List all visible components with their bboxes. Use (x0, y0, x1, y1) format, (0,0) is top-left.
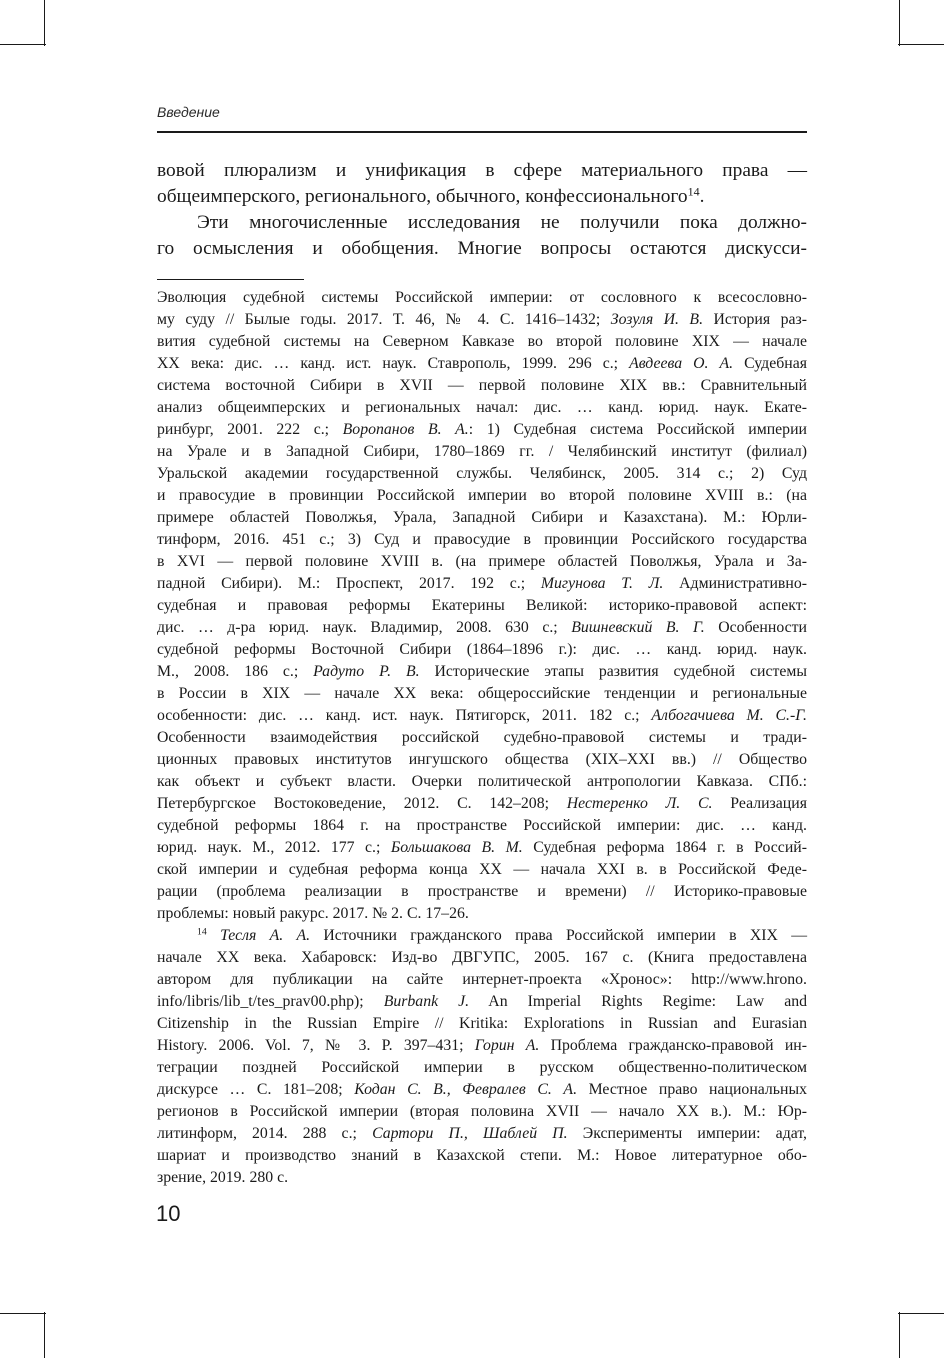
author-name: Сартори П., Шаблей П. (372, 1125, 568, 1142)
footnote-line: автором для публикации на сайте интернет-проекта «Хронос»: http://www.hrono. (157, 971, 807, 988)
footnote-text: : 1) Судебная система Российской империи (468, 421, 807, 438)
footnote-number: 14 (197, 926, 207, 938)
author-name: Горин А. (474, 1037, 540, 1054)
footnote-line: как объект и субъект власти. Очерки политической антропологии Кавказа. СПб.: (157, 773, 807, 790)
footnote-text: Судебная (733, 355, 807, 372)
crop-mark (0, 1313, 46, 1314)
running-head: Введение (157, 104, 220, 120)
body-line: го осмысления и обобщения. Многие вопросы остаются дискусси- (157, 238, 807, 259)
footnote-text: Реализация (712, 795, 807, 812)
footnote-line: Особенности взаимодействия российской судебно-правовой системы и тради- (157, 729, 807, 746)
footnote-line (157, 1123, 807, 1145)
footnote-line: судебной реформы Восточной Сибири (1864–1896 г.): дис. … канд. юрид. наук. (157, 641, 807, 658)
author-name: Кодан С. В., Февралев С. А. (354, 1081, 578, 1098)
footnote-line: начале XX века. Хабаровск: Изд-во ДВГУПС, 2005. 167 с. (Книга предоставлена (157, 949, 807, 966)
footnote-line: Эволюция судебной системы Российской империи: от сословного к всесословно- (157, 289, 807, 306)
footnote-text (207, 927, 220, 944)
footnote-line (157, 705, 807, 727)
footnote-line: ционных правовых институтов ингушского общества (XIX–XXI вв.) // Общество (157, 751, 807, 768)
footnote-line: тинформ, 2016. 451 с.; 3) Суд и правосудие в провинции Российского государства (157, 531, 807, 548)
footnote-line (157, 837, 807, 859)
body-text: общеимперского, регионального, обычного, конфессионального (157, 186, 688, 207)
footnote-line (157, 573, 807, 595)
footnote-line: в России в XIX — начале XX века: общероссийские тенденции и региональные (157, 685, 807, 702)
footnote-text: му суду // Былые годы. 2017. Т. 46, № 4. С. 1416–1432; (157, 311, 611, 328)
footnote-line: ской империи и судебная реформа конца XX — начала XXI в. в Российской Феде- (157, 861, 807, 878)
footnote-text: дискурсе … С. 181–208; (157, 1081, 355, 1098)
footnote-line: Уральской академии государственной службы. Челябинск, 2005. 314 с.; 2) Суд (157, 465, 807, 482)
footnote-text: ринбург, 2001. 222 с.; (157, 421, 343, 438)
author-name: Burbank J. (383, 993, 470, 1010)
footnote-line: примере областей Поволжья, Урала, Западной Сибири и Казахстана). М.: Юрли- (157, 509, 807, 526)
footnote-line: Citizenship in the Russian Empire // Kritika: Explorations in Russian and Eurasian (157, 1015, 807, 1032)
footnote-text: История раз- (703, 311, 807, 328)
crop-mark (899, 0, 900, 46)
footnote-text: Особенности (704, 619, 807, 636)
footnote-line: теграции поздней Российской империи в русском общественно-политическом (157, 1059, 807, 1076)
footnote-text: An Imperial Rights Regime: Law and (469, 993, 808, 1010)
footnote-line (157, 617, 807, 639)
footnote-line: вития судебной системы на Северном Кавказе во второй половине XIX — начале (157, 333, 807, 350)
footnote-line: в XVI — первой половине XVIII в. (на примере областей Поволжья, Урала и За- (157, 553, 807, 570)
footnote-text: особенности: дис. … канд. ист. наук. Пятигорск, 2011. 182 с.; (157, 707, 652, 724)
footnote-line (157, 419, 807, 441)
crop-mark (44, 0, 45, 46)
crop-mark (898, 1313, 944, 1314)
footnote-ref[interactable]: 14 (687, 184, 700, 199)
footnote-text: М., 2008. 186 с.; (157, 663, 314, 680)
author-name: Албогачиева М. С.-Г. (651, 707, 807, 724)
footnote-text: Проблема гражданско-правовой ин- (539, 1037, 808, 1054)
footnote-text: Местное право национальных (577, 1081, 807, 1098)
footnote-line: на Урале и в Западной Сибири, 1780–1869 гг. / Челябинский институт (филиал) (157, 443, 807, 460)
footnote-line: анализ общеимперских и региональных начал: дис. … канд. юрид. наук. Екате- (157, 399, 807, 416)
footnote-line: проблемы: новый ракурс. 2017. № 2. С. 17–26. (157, 905, 469, 922)
crop-mark (44, 1312, 45, 1358)
footnote-text: юрид. наук. М., 2012. 177 с.; (157, 839, 391, 856)
body-line (157, 184, 807, 210)
body-text: . (699, 186, 705, 207)
author-name: Зозуля И. В. (610, 311, 704, 328)
author-name: Тесля А. А. (220, 927, 311, 944)
footnote-text: XX века: дис. … канд. ист. наук. Ставрополь, 1999. 296 с.; (157, 355, 630, 372)
footnote-line: судебной реформы 1864 г. на пространстве Российской империи: дис. … канд. (157, 817, 807, 834)
footnote-line (157, 309, 807, 331)
body-line: вовой плюрализм и унификация в сфере материального права — (157, 160, 807, 181)
footnote-text: дис. … д-ра юрид. наук. Владимир, 2008. 630 с.; (157, 619, 572, 636)
footnote-line (157, 1079, 807, 1101)
crop-mark (898, 44, 944, 45)
footnote-text: Петербургское Востоковедение, 2012. С. 142–208; (157, 795, 567, 812)
footnote-line (157, 661, 807, 683)
footnote-text: info/libris/lib_t/tes_prav00.php); (157, 993, 384, 1010)
author-name: Большакова В. М. (390, 839, 523, 856)
author-name: Мигунова Т. Л. (540, 575, 664, 592)
author-name: Воропанов В. А. (342, 421, 469, 438)
footnote-text: падной Сибири). М.: Проспект, 2017. 192 с.; (157, 575, 541, 592)
footnote-line: судебная и правовая реформы Екатерины Великой: историко-правовой аспект: (157, 597, 807, 614)
footnote-text: Исторические этапы развития судебной системы (419, 663, 807, 680)
body-line: Эти многочисленные исследования не получили пока должно- (197, 212, 807, 233)
footnote-text: Административно- (663, 575, 807, 592)
footnote-line: рации (проблема реализации в пространстве и времени) // Историко-правовые (157, 883, 807, 900)
author-name: Радуто Р. В. (313, 663, 420, 680)
footnote-text: Источники гражданского права Российской империи в XIX — (310, 927, 807, 944)
footnote-line: шариат и производство знаний в Казахской степи. М.: Новое литературное обо- (157, 1147, 807, 1164)
footnote-rule (157, 279, 304, 280)
crop-mark (0, 44, 46, 45)
footnote-line (157, 991, 807, 1013)
footnote-text: литинформ, 2014. 288 с.; (157, 1125, 373, 1142)
footnote-line: и правосудие в провинции Российской империи во второй половине XVIII в.: (на (157, 487, 807, 504)
footnote-line (157, 1035, 807, 1057)
footnote-line (157, 353, 807, 375)
footnote-text: Судебная реформа 1864 г. в Россий- (522, 839, 807, 856)
author-name: Вишневский В. Г. (571, 619, 705, 636)
footnote-text: Эксперименты империи: адат, (567, 1125, 808, 1142)
footnote-line: регионов в Российской империи (вторая половина XVII — начало XX в.). М.: Юр- (157, 1103, 807, 1120)
crop-mark (899, 1312, 900, 1358)
footnote-line (197, 925, 807, 947)
footnote-line: зрение, 2019. 280 с. (157, 1169, 289, 1186)
footnote-line (157, 793, 807, 815)
header-rule (157, 131, 807, 133)
footnote-line: система восточной Сибири в XVII — первой половине XIX вв.: Сравнительный (157, 377, 807, 394)
footnote-text: History. 2006. Vol. 7, № 3. P. 397–431; (157, 1037, 475, 1054)
author-name: Нестеренко Л. С. (566, 795, 713, 812)
page-number: 10 (156, 1201, 181, 1226)
author-name: Авдеева О. А. (629, 355, 734, 372)
